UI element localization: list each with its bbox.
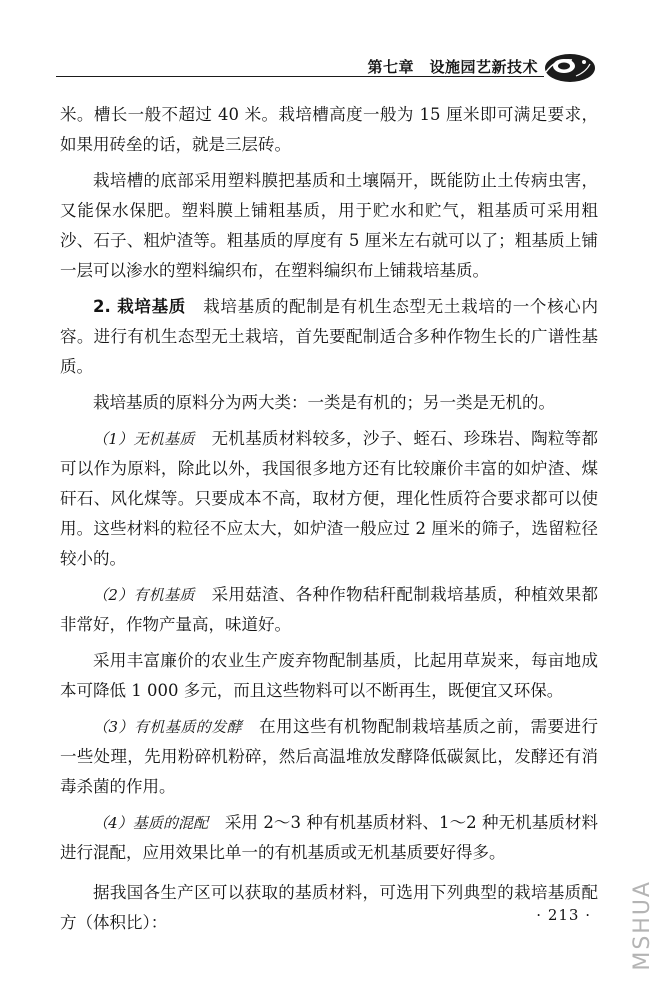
chapter-title: 第七章 设施园艺新技术: [367, 58, 538, 76]
paragraph-8: [60, 712, 598, 802]
chapter-ornament-icon: [540, 50, 596, 84]
subheading-organic-substrate: （2）有机基质: [93, 586, 195, 604]
paragraph-6: [60, 580, 598, 640]
body-text: [60, 100, 598, 940]
watermark: MSHUA: [630, 880, 655, 971]
header-rule: [56, 76, 544, 77]
paragraph-2: 栽培槽的底部采用塑料膜把基质和土壤隔开，既能防止土传病虫害，又能保水保肥。塑料膜上铺粗基质，用于贮水和贮气，粗基质可采用粗沙、石子、粗炉渣等。粗基质的厚度有 5 厘米左右就可以了；粗基质上铺一层可以渗水的塑料编织布，在塑料编织布上铺栽培基质。: [60, 171, 598, 280]
paragraph-3: [60, 292, 598, 382]
page-header: [56, 50, 596, 84]
paragraph-1: 米。槽长一般不超过 40 米。栽培槽高度一般为 15 厘米即可满足要求，如果用砖垒的话，就是三层砖。: [60, 105, 598, 154]
paragraph-3-body: 栽培基质的配制是有机生态型无土栽培的一个核心内容。进行有机生态型无土栽培，首先要配制适合多种作物生长的广谱性基质。: [60, 297, 599, 376]
paragraph-6-body: 采用菇渣、各种作物秸秆配制栽培基质，种植效果都非常好，作物产量高，味道好。: [60, 585, 599, 634]
paragraph-4: 栽培基质的原料分为两大类：一类是有机的；另一类是无机的。: [93, 393, 555, 412]
paragraph-8-body: 在用这些有机物配制栽培基质之前，需要进行一些处理，先用粉碎机粉碎，然后高温堆放发酵降低碳氮比，发酵还有消毒杀菌的作用。: [60, 717, 599, 796]
subheading-organic-fermentation: （3）有机基质的发酵: [93, 718, 243, 736]
paragraph-9: [60, 808, 598, 868]
page-number: · 213 ·: [536, 906, 591, 924]
subheading-inorganic-substrate: （1）无机基质: [93, 430, 195, 448]
section-heading-culture-substrate: 2. 栽培基质: [93, 297, 186, 316]
paragraph-10: 据我国各生产区可以获取的基质材料，可选用下列典型的栽培基质配方（体积比）：: [60, 883, 598, 932]
paragraph-5-body: 无机基质材料较多，沙子、蛭石、珍珠岩、陶粒等都可以作为原料，除此以外，我国很多地方还有比较廉价丰富的如炉渣、煤矸石、风化煤等。只要成本不高，取材方便，理化性质符合要求都可以使用。这些材料的粒径不应太大，如炉渣一般应过 2 厘米的筛子，选留粒径较小的。: [60, 429, 599, 568]
subheading-substrate-mixing: （4）基质的混配: [93, 814, 209, 832]
paragraph-9-body: 采用 2～3 种有机基质材料、1～2 种无机基质材料进行混配，应用效果比单一的有机基质或无机基质要好得多。: [60, 813, 599, 862]
paragraph-7: 采用丰富廉价的农业生产废弃物配制基质，比起用草炭来，每亩地成本可降低 1 000 多元，而且这些物料可以不断再生，既便宜又环保。: [60, 651, 598, 700]
paragraph-5: [60, 424, 598, 574]
